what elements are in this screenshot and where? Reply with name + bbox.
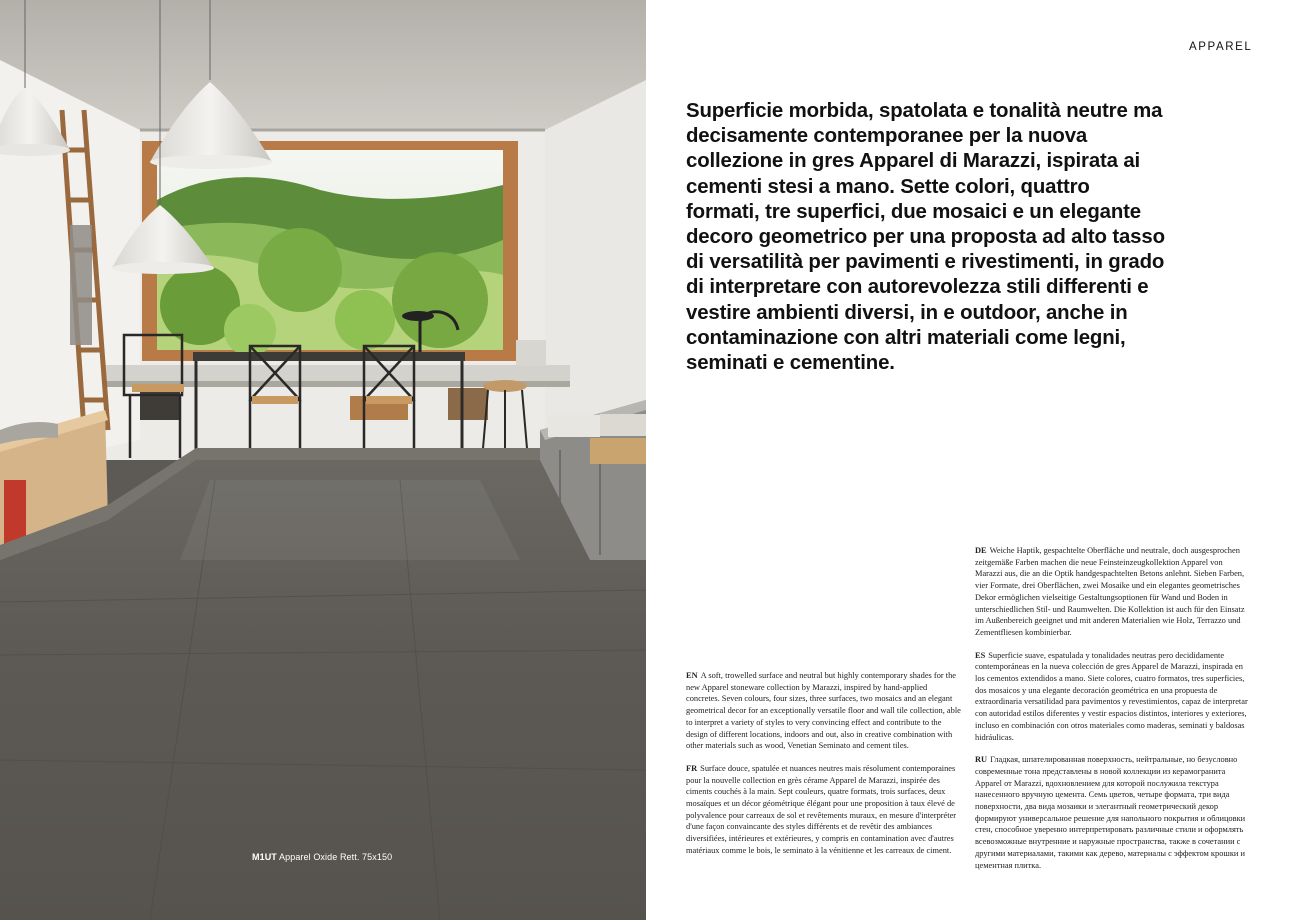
language-code-fr: FR [686, 763, 698, 773]
translation-text-en: A soft, trowelled surface and neutral but highly contemporary shades for the new Apparel stoneware collection by Marazzi, inspired by hand-applied concretes. Seven colours, four sizes, three surfaces, two mosaics and an elegant geometrical decor for an exceptionally versatile floor and wall tile collection, able to interpret a variety of styles to very convincing effect and contribute to the design of different locations, indoors and out, also in creative combination with other materials such as wood, Venetian Seminato and cement tiles. [686, 671, 961, 751]
lead-paragraph-italian: Superficie morbida, spatolata e tonalità neutre ma decisamente contemporanee per la nuova collezione in gres Apparel di Marazzi, ispirata ai cementi stesi a mano. Sette colori, quattro formati, tre superfici, due mosaici e un elegante decoro geometrico per una proposta ad alto tasso di versatilità per pavimenti e rivestimenti, in grado di interpretare con autorevolezza stili differenti e vestire ambienti diversi, in e outdoor, anche in contaminazione con altri materiali come legni, seminati e cementine. [686, 100, 1165, 375]
translation-column-left [686, 670, 962, 868]
language-code-ru: RU [975, 755, 988, 765]
section-label: APPAREL [1189, 41, 1253, 53]
language-code-es: ES [975, 650, 986, 660]
translation-es [975, 650, 1251, 744]
caption-product-code: M1UT [252, 852, 277, 862]
translation-en [686, 670, 962, 752]
translation-text-de: Weiche Haptik, gespachtelte Oberfläche und neutrale, doch ausgesprochen zeitgemäße Farben machen die neue Feinsteinzeugkollektion Apparel von Marazzi aus, die an die Optik handgespachtelten Betons anlehnt. Sieben Farben, vier Formate, drei Oberflächen, zwei Mosaike und ein elegantes geometrisches Dekor ermöglichen vielseitige Gestaltungsoptionen für Wand und Boden in unterschiedlichen Stil- und Raumwelten. Die Kollektion ist auch für den Einsatz im Außenbereich geeignet und mit anderen Materialien wie Holz, Terrazzo und Zementfliesen kombinierbar. [975, 546, 1245, 637]
language-code-de: DE [975, 546, 987, 555]
translation-column-right [975, 545, 1251, 882]
translation-text-fr: Surface douce, spatulée et nuances neutres mais résolument contemporaines pour la nouvelle collection en grès cérame Apparel de Marazzi, inspirée des ciments couchés à la main. Sept couleurs, quatre formats, trois surfaces, deux mosaïques et un décor géométrique élégant pour une proposition à taux élevé de polyvalence pour carreaux de sol et revêtements muraux, en mesure d'interpréter d'une façon convaincante des styles différents et de revêtir des ambiances diversifiées, intérieures et extérieures, y compris en contamination avec d'autres matériaux comme le bois, le seminato à la vénitienne et les carreaux de ciment. [686, 763, 957, 855]
translation-de [975, 545, 1251, 639]
translation-ru [975, 754, 1251, 871]
translation-fr [686, 763, 962, 857]
language-code-en: EN [686, 671, 698, 680]
desk [193, 352, 465, 361]
translation-text-es: Superficie suave, espatulada y tonalidades neutras pero decididamente contemporáneas en la nueva colección de gres Apparel de Marazzi, inspirada en los cementos extendidos a mano. Siete colores, cuatro formatos, tres superficies, dos mosaicos y una elegante decoración geométrica en una propuesta de extraordinaria versatilidad para pavimentos y revestimientos, capaz de interpretar con autoridad estilos diferentes y vestir espacios distintos, interiores y exteriores, incluso en combinación con otros materiales como maderas, seminati y baldosas hidráulicas. [975, 650, 1248, 742]
translation-text-ru: Гладкая, шпателированная поверхность, нейтральные, но безусловно современные тона представлены в новой коллекции из керамогранита Apparel от Marazzi, вдохновлением для которой послужила текстура нанесенного вручную цемента. Семь цветов, четыре формата, три вида поверхности, два вида мозаики и элегантный геометрический декор формируют универсальное решение для напольного покрытия и облицовки стен, способное уверенно интерпретировать различные стили и оформлять всевозможные внутренние и наружные пространства, также в сочетании с другими материалами, такими как дерево, материалы с эффектом крошки и цементная плитка. [975, 755, 1246, 870]
photo-caption [252, 852, 392, 862]
caption-product-name: Apparel Oxide Rett. 75x150 [276, 852, 393, 862]
